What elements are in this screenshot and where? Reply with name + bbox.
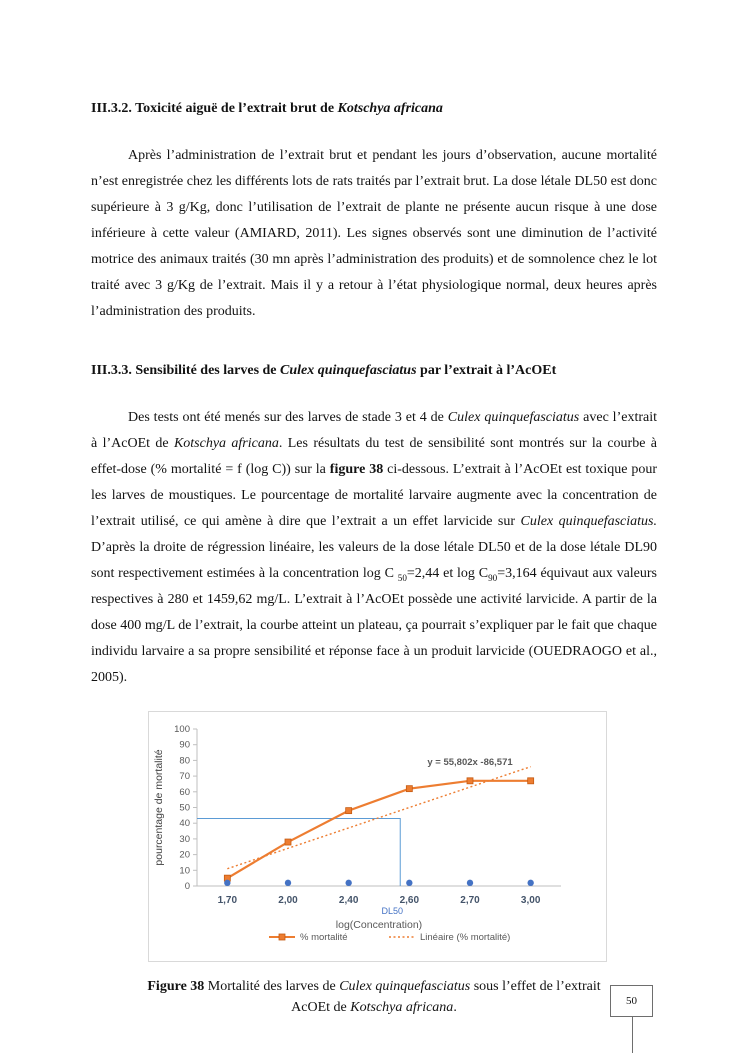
svg-text:100: 100 [174,724,190,735]
svg-text:% mortalité: % mortalité [300,932,348,943]
section-heading-III-3-2: III.3.2. Toxicité aiguë de l’extrait brut de Kotschya africana [91,101,443,116]
svg-text:y = 55,802x -86,571: y = 55,802x -86,571 [427,757,513,769]
svg-text:0: 0 [184,881,190,892]
svg-text:DL50: DL50 [381,906,403,916]
section-heading-III-3-3: III.3.3. Sensibilité des larves de Culex quinquefasciatus par l’extrait à l’AcOEt [91,363,557,378]
series-0 [224,778,533,881]
paragraph-acute-toxicity: Après l’administration de l’extrait brut et pendant les jours d’observation, aucune mortalité n’est enregistrée chez les différents lots de rats traités par l’extrait brut. La dose létale DL50 est donc supérieure à 3 g/Kg, donc l’utilisation de l’extrait de plante ne présente aucun risque à une dose inférieure à cette valeur (AMIARD, 2011). Les signes observés sont une diminution de l’activité motrice des animaux traités (30 mn après l’administration des produits) et de somnolence chez le lot traité avec 3 g/Kg de l’extrait. Mais il y a retour à l’état physiologique normal, deux heures après l’administration des produits. [91,148,657,319]
page-content [91,85,657,1018]
svg-text:3,00: 3,00 [520,895,541,906]
page-number: 50 [626,995,637,1007]
chart-legend [269,932,510,943]
svg-text:50: 50 [179,802,190,814]
svg-text:2,70: 2,70 [460,895,480,906]
svg-text:Linéaire (% mortalité): Linéaire (% mortalité) [420,932,511,943]
chart-axes [174,724,561,906]
svg-text:80: 80 [179,755,190,767]
chart-canvas [149,712,604,959]
page-number-rule [632,1016,633,1053]
svg-text:20: 20 [179,849,190,861]
figure-caption: Figure 38 Mortalité des larves de Culex quinquefasciatus sous l’effet de l’extrait AcOEt de Kotschya africana. [147,979,601,1015]
paragraph-larvae-sensitivity: Des tests ont été menés sur des larves de stade 3 et 4 de Culex quinquefasciatus avec l’extrait à l’AcOEt de Kotschya africana. Les résultats du test de sensibilité sont montrés sur la courbe à effet-dose (% mortalité = f (log C)) sur la figure 38 ci-dessous. L’extrait à l’AcOEt est toxique pour les larves de moustiques. Le pourcentage de mortalité larvaire augmente avec la concentration de l’extrait utilisé, ce qui amène à dire que l’extrait a un effet larvicide sur Culex quinquefasciatus. D’après la droite de régression linéaire, les valeurs de la dose létale DL50 et de la dose létale DL90 sont respectivement estimées à la concentration log C $_{50}$=2,44 et $\log C_{90}=3,164$ équivaut aux valeurs respectives à 280 et 1459,62 mg/L. L’extrait à l’AcOEt possède une activité larvicide. A partir de la dose 400 mg/L de l’extrait, la courbe atteint un plateau, ça pourrait s’expliquer par le fait que chaque individu larvaire a sa propre sensibilité et réponse face à un produit larvicide (OUEDRAOGO et al., 2005). [91,410,658,685]
svg-text:90: 90 [179,739,190,751]
series-1 [224,880,534,886]
figure-38-chart-frame [148,711,607,962]
svg-text:1,70: 1,70 [217,895,238,906]
svg-text:10: 10 [179,865,190,877]
svg-text:2,40: 2,40 [338,895,359,906]
svg-text:60: 60 [179,786,190,798]
x-axis-title: log(Concentration) [335,919,423,931]
svg-text:2,00: 2,00 [278,895,298,906]
svg-text:30: 30 [179,833,190,845]
svg-text:70: 70 [179,771,190,783]
page-number-box [610,985,653,1017]
svg-text:2,60: 2,60 [399,895,420,906]
y-axis-title: pourcentage de mortalité [153,749,165,866]
svg-text:40: 40 [179,818,190,830]
